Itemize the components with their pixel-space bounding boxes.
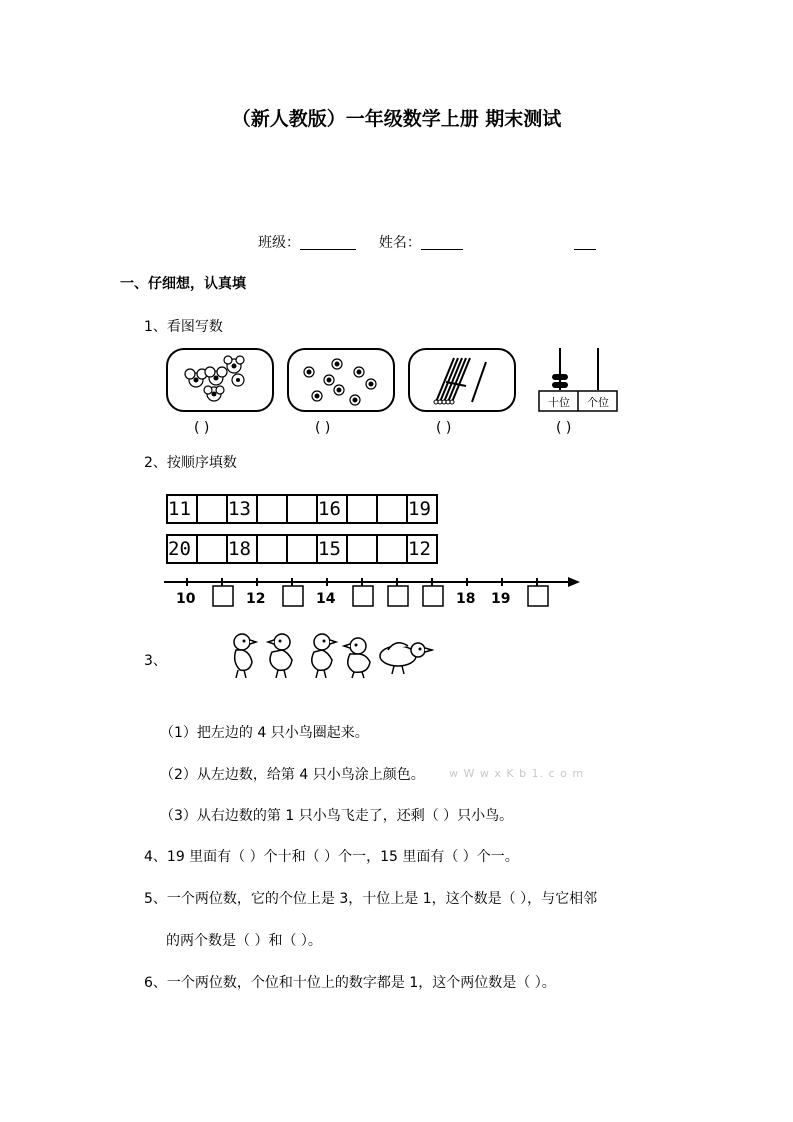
sequence-cell: 13 <box>227 495 257 523</box>
picture-box-balls <box>287 348 395 412</box>
q3-sub3: （3）从右边数的第 1 只小鸟飞走了，还剩（ ）只小鸟。 <box>160 808 514 824</box>
numberline-blank[interactable] <box>213 586 233 606</box>
numberline-blank[interactable] <box>423 586 443 606</box>
sequence-cell[interactable] <box>197 535 227 563</box>
arrow-right-icon <box>568 577 580 587</box>
q5-line2: 的两个数是（ ）和（ ）。 <box>166 933 322 949</box>
birds-row <box>228 632 434 682</box>
picture-box-sticks <box>408 348 516 412</box>
student-info <box>258 232 596 252</box>
abacus-ones-label: 个位 <box>587 396 609 409</box>
class-blank[interactable] <box>300 235 356 250</box>
numberline-label: 18 <box>456 591 476 607</box>
q2-label: 2、按顺序填数 <box>144 455 237 471</box>
q1-label: 1、看图写数 <box>144 319 223 335</box>
q4-text: 4、19 里面有（ ）个十和（ ）个一，15 里面有（ ）个一。 <box>144 849 519 865</box>
abacus-tens-label: 十位 <box>548 396 570 409</box>
page-title: （新人教版）一年级数学上册 期末测试 <box>231 108 562 130</box>
sequence-cell[interactable] <box>257 495 287 523</box>
sequence-cell: 11 <box>167 495 197 523</box>
picture-box-flowers <box>166 348 274 412</box>
q3-sub1: （1）把左边的 4 只小鸟圈起来。 <box>160 725 369 741</box>
sequence-cell[interactable] <box>197 495 227 523</box>
sequence-cell[interactable] <box>347 535 377 563</box>
class-label: 班级： <box>258 235 300 251</box>
sequence-cell[interactable] <box>377 495 407 523</box>
sequence-row-ascending <box>167 495 437 523</box>
watermark: w W w x K b 1. c o m <box>449 767 585 780</box>
answer-paren-3[interactable]: ( ) <box>436 420 452 436</box>
sequence-cell: 18 <box>227 535 257 563</box>
name-blank[interactable] <box>421 235 463 250</box>
number-line <box>162 572 582 612</box>
answer-paren-1[interactable]: ( ) <box>194 420 210 436</box>
section-heading: 一、仔细想，认真填 <box>120 276 246 292</box>
sequence-row-descending <box>167 535 437 563</box>
answer-paren-4[interactable]: ( ) <box>556 420 572 436</box>
sequence-cell: 16 <box>317 495 347 523</box>
sequence-table <box>166 494 438 524</box>
sequence-cell: 20 <box>167 535 197 563</box>
numberline-blank[interactable] <box>283 586 303 606</box>
sequence-cell[interactable] <box>377 535 407 563</box>
q6-text: 6、一个两位数，个位和十位上的数字都是 1，这个两位数是（ ）。 <box>144 975 556 991</box>
q3-label: 3、 <box>144 653 167 669</box>
numberline-label: 14 <box>316 591 336 607</box>
flower-cluster-icon <box>168 350 272 410</box>
score-blank[interactable] <box>574 235 596 250</box>
bird-icon <box>380 643 432 674</box>
numberline-blank[interactable] <box>388 586 408 606</box>
abacus <box>538 346 618 412</box>
numberline-blank[interactable] <box>353 586 373 606</box>
numberline-label: 10 <box>176 591 196 607</box>
name-label: 姓名： <box>378 235 421 251</box>
answer-paren-2[interactable]: ( ) <box>315 420 331 436</box>
sequence-cell[interactable] <box>257 535 287 563</box>
numberline-label: 12 <box>246 591 266 607</box>
sequence-cell: 15 <box>317 535 347 563</box>
sequence-cell[interactable] <box>287 535 317 563</box>
sequence-cell[interactable] <box>287 495 317 523</box>
sequence-table-2 <box>166 534 438 564</box>
stick-bundle-icon <box>410 350 514 410</box>
numberline-label: 19 <box>491 591 511 607</box>
balls-icon <box>289 350 393 410</box>
q5-line1: 5、一个两位数，它的个位上是 3，十位上是 1，这个数是（ ），与它相邻 <box>144 891 598 907</box>
numberline-blank[interactable] <box>528 586 548 606</box>
sequence-cell[interactable] <box>347 495 377 523</box>
q3-sub2: （2）从左边数，给第 4 只小鸟涂上颜色。 <box>160 767 425 783</box>
sequence-cell: 12 <box>407 535 437 563</box>
sequence-cell: 19 <box>407 495 437 523</box>
